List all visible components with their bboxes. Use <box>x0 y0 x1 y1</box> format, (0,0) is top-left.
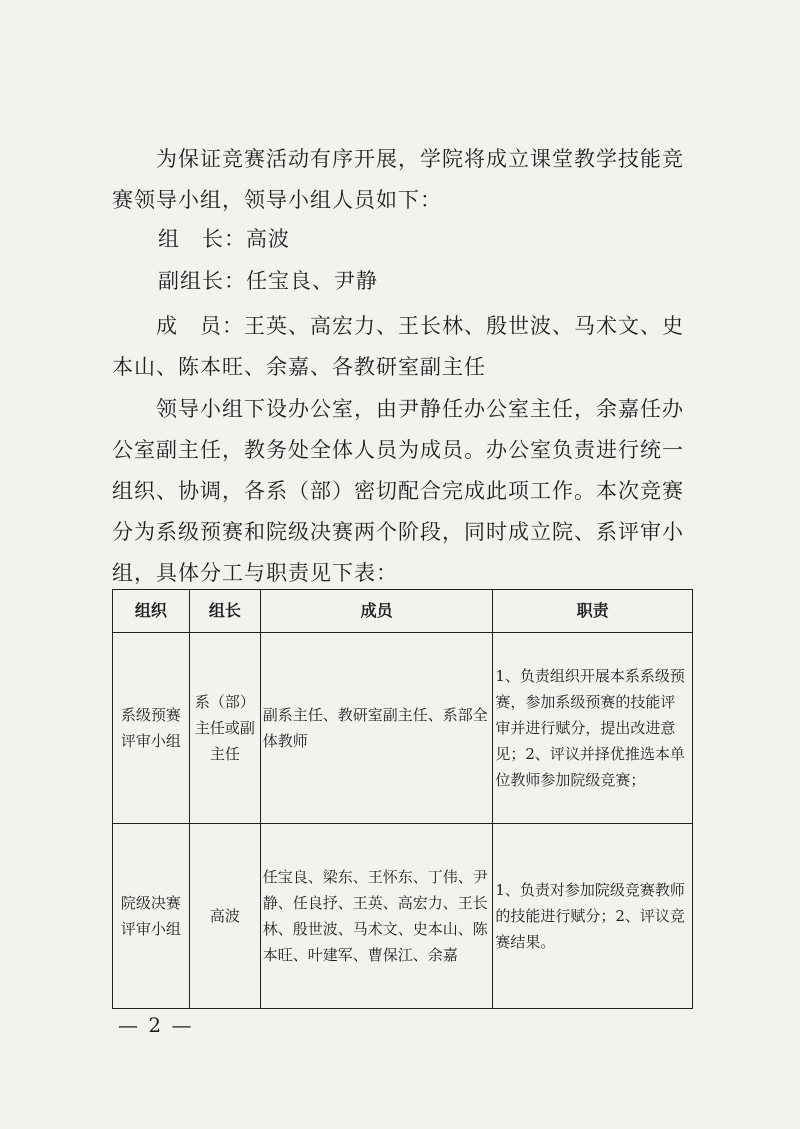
cell-members: 任宝良、梁东、王怀东、丁伟、尹静、任良抒、王英、高宏力、王长林、殷世波、马术文、史本山、陈本旺、叶建军、曹保江、余嘉 <box>260 824 493 1009</box>
cell-leader: 高波 <box>189 824 260 1009</box>
duty-table <box>112 589 693 1009</box>
cell-leader: 系（部）主任或副主任 <box>189 633 260 824</box>
intro-paragraph: 为保证竞赛活动有序开展，学院将成立课堂教学技能竞赛领导小组，领导小组人员如下： <box>112 147 684 212</box>
header-members: 成员 <box>260 590 493 633</box>
vice-leader-line: 副组长：任宝良、尹静 <box>158 269 378 293</box>
cell-duty: 1、负责组织开展本系系级预赛，参加系级预赛的技能评审并进行赋分，提出改进意见；2、评议并择优推选本单位教师参加院级竞赛； <box>493 633 693 824</box>
cell-org: 系级预赛评审小组 <box>113 633 190 824</box>
table-header-row <box>113 590 693 633</box>
cell-org: 院级决赛评审小组 <box>113 824 190 1009</box>
table-row <box>113 633 693 824</box>
members-paragraph: 成 员：王英、高宏力、王长林、殷世波、马术文、史本山、陈本旺、余嘉、各教研室副主任 <box>112 314 684 379</box>
office-paragraph: 领导小组下设办公室，由尹静任办公室主任，余嘉任办公室副主任，教务处全体人员为成员。办公室负责进行统一组织、协调，各系（部）密切配合完成此项工作。本次竞赛分为系级预赛和院级决赛两个阶段，同时成立院、系评审小组，具体分工与职责见下表： <box>112 397 684 585</box>
table-row <box>113 824 693 1009</box>
cell-duty: 1、负责对参加院级竞赛教师的技能进行赋分；2、评议竞赛结果。 <box>493 824 693 1009</box>
header-duty: 职责 <box>493 590 693 633</box>
header-leader: 组长 <box>189 590 260 633</box>
cell-members: 副系主任、教研室副主任、系部全体教师 <box>260 633 493 824</box>
leader-line: 组 长：高波 <box>158 227 290 251</box>
header-org: 组织 <box>113 590 190 633</box>
page-number: — 2 — <box>118 1013 194 1037</box>
